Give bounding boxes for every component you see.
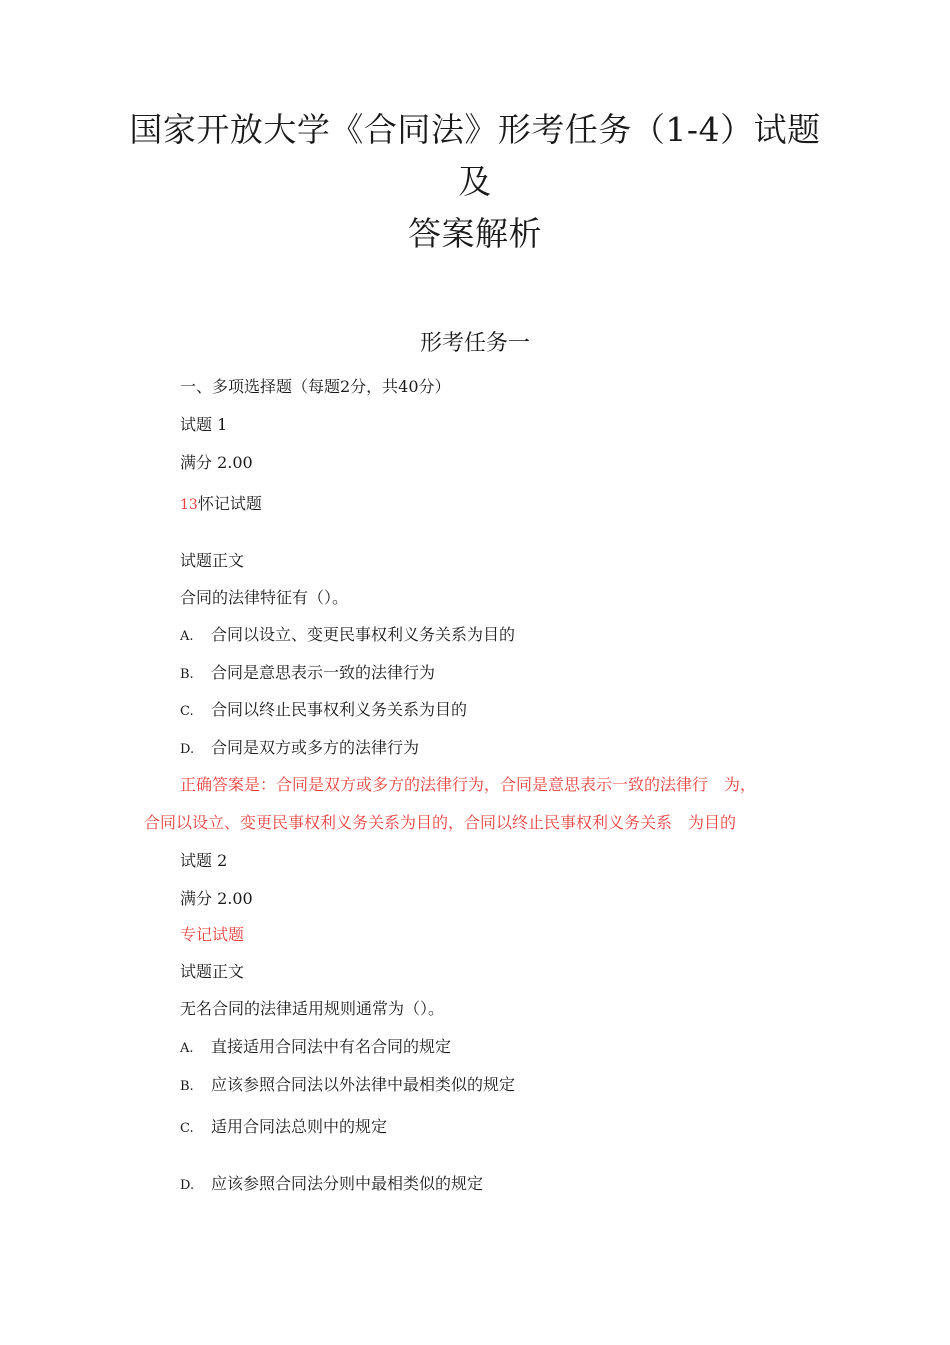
option-letter: D.	[180, 1178, 195, 1193]
option-letter: C.	[180, 1121, 194, 1136]
question-stem: 无名合同的法律适用规则通常为（）。	[180, 999, 445, 1018]
question-score: 满分 2.00	[180, 889, 253, 908]
option-text: 应该参照合同法以外法律中最相类似的规定	[211, 1075, 516, 1094]
option-text: 直接适用合同法中有名合同的规定	[211, 1037, 452, 1056]
option-letter: D.	[180, 742, 195, 757]
question-body-label: 试题正文	[180, 962, 245, 981]
flag-question-link[interactable]	[180, 491, 262, 514]
option-c[interactable]	[180, 697, 467, 720]
document-title-line-1: 国家开放大学《合同法》形考任务（1-4）试题	[129, 110, 821, 149]
option-d[interactable]	[180, 735, 419, 758]
option-letter: C.	[180, 704, 194, 719]
option-letter: B.	[180, 1079, 194, 1094]
option-a[interactable]	[180, 622, 515, 645]
question-score: 满分 2.00	[180, 453, 253, 472]
flag-label: 专记试题	[180, 925, 245, 944]
section-title: 形考任务一	[419, 331, 530, 356]
question-body-label: 试题正文	[180, 551, 245, 570]
flag-question-link[interactable]	[180, 922, 244, 945]
option-text: 合同是意思表示一致的法律行为	[211, 663, 436, 682]
option-text: 合同是双方或多方的法律行为	[211, 738, 420, 757]
correct-answer-line-1: 正确答案是：合同是双方或多方的法律行为，合同是意思表示一致的法律行 为，	[180, 775, 757, 794]
question-label: 试题 2	[180, 851, 228, 870]
correct-answer-line-2: 合同以设立、变更民事权利义务关系为目的，合同以终止民事权利义务关系 为目的	[144, 813, 737, 832]
option-letter: A.	[180, 629, 194, 644]
document-title-line-2: 及	[458, 162, 492, 201]
option-letter: A.	[180, 1041, 194, 1056]
document-title-line-3: 答案解析	[408, 214, 542, 253]
part-heading: 一、多项选择题（每题2分，共40分）	[180, 377, 451, 396]
option-text: 应该参照合同法分则中最相类似的规定	[211, 1174, 484, 1193]
option-b[interactable]	[180, 1072, 515, 1095]
flag-prefix: 13	[180, 497, 198, 513]
option-a[interactable]	[180, 1034, 451, 1057]
option-c[interactable]	[180, 1114, 387, 1137]
option-text: 适用合同法总则中的规定	[211, 1117, 388, 1136]
option-b[interactable]	[180, 660, 435, 683]
option-letter: B.	[180, 667, 194, 682]
flag-label: 怀记试题	[197, 494, 262, 513]
option-text: 合同以终止民事权利义务关系为目的	[211, 700, 468, 719]
option-text: 合同以设立、变更民事权利义务关系为目的	[211, 625, 516, 644]
question-label: 试题 1	[180, 415, 228, 434]
question-stem: 合同的法律特征有（）。	[180, 588, 349, 607]
option-d[interactable]	[180, 1171, 483, 1194]
